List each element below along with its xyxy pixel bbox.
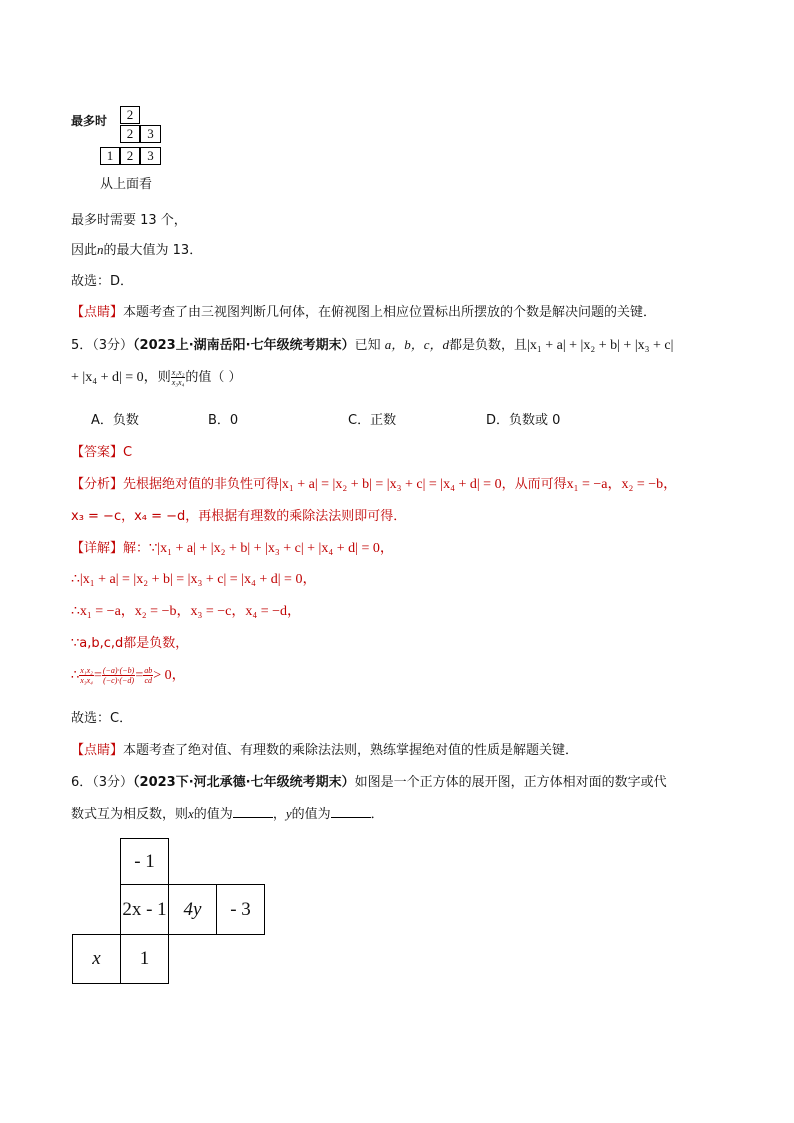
top-view-label: 最多时 — [71, 114, 108, 128]
q5-choice: 故选：C． — [71, 711, 133, 726]
conclusion-line: 最多时需要 13 个， — [71, 213, 187, 228]
choice-line: 故选：D． — [71, 274, 134, 289]
q5-detail-fraction: ∴ $\frac{\text{x₁x₂}}{\text{x₃x₄}}$ = $\frac{(-a)\cdot(-b)}{(-c)\cdot(-d)}$ = $\frac{ab}{cd}$ > 0， — [71, 666, 186, 685]
net-face-top: - 1 — [120, 838, 169, 885]
q5-analysis: 【分析】先根据绝对值的非负性可得|x₁ + a| = |x₂ + b| = |x₃ + c| = |x₄ + d| = 0，从而可得x₁ = −a，x₂ = −b， — [71, 477, 678, 492]
q5-option-a: A．负数 — [91, 413, 139, 428]
q5-stem-cont: + |x₄ + d| = 0，则 $\frac{\text{x₁x₂}}{\text{x₃x₄}}$ 的值（ ） — [71, 368, 242, 387]
top-view-caption: 从上面看 — [100, 177, 153, 192]
q5-option-d: D．负数或 0 — [486, 413, 561, 428]
q5-stem: 5．（3分）（2023上·湖南岳阳·七年级统考期末）已知 a，b，c，d都是负数，且|x₁ + a| + |x₂ + b| + |x₃ + c| — [71, 337, 674, 353]
q5-remark: 【点睛】本题考查了绝对值、有理数的乘除法法则，熟练掌握绝对值的性质是解题关键． — [71, 743, 579, 758]
q6-stem-cont: 数式互为相反数，则x的值为 ，y的值为 ． — [71, 806, 384, 822]
net-face-bot2: 1 — [120, 934, 169, 984]
remark-line: 【点睛】本题考查了由三视图判断几何体，在俯视图上相应位置标出所摆放的个数是解决问题的关键． — [71, 305, 657, 320]
q5-option-b: B．0 — [208, 413, 239, 428]
remark-tag: 【点睛】 — [71, 305, 124, 320]
q5-option-c: C．正数 — [348, 413, 397, 428]
q5-analysis-cont: x₃ = −c，x₄ = −d，再根据有理数的乘除法法则即可得． — [71, 509, 407, 524]
remark-tag: 【点睛】 — [71, 743, 124, 758]
net-face-bot1: x — [72, 934, 121, 984]
top-view-cell: 2 — [120, 125, 140, 143]
q5-detail-step: ∴x₁ = −a，x₂ = −b，x₃ = −c，x₄ = −d， — [71, 604, 302, 619]
q6-stem: 6．（3分）（2023下·河北承德·七年级统考期末）如图是一个正方体的展开图，正方体相对面的数字或代 — [71, 775, 667, 790]
q5-detail-step: ∵a,b,c,d都是负数， — [71, 636, 189, 651]
top-view-cell: 2 — [120, 106, 140, 124]
max-value-line: 因此n的最大值为 13． — [71, 242, 203, 258]
top-view-cell: 3 — [140, 125, 161, 143]
q5-detail: 【详解】解：∵|x₁ + a| + |x₂ + b| + |x₃ + c| + |x₄ + d| = 0， — [71, 541, 394, 556]
answer-blank-y[interactable] — [331, 805, 371, 818]
net-face-mid1: 2x - 1 — [120, 884, 169, 935]
top-view-cell: 1 — [100, 147, 120, 165]
net-face-mid2: 4y — [168, 884, 217, 935]
net-face-mid3: - 3 — [216, 884, 265, 935]
top-view-cell: 2 — [120, 147, 140, 165]
answer-blank-x[interactable] — [233, 805, 273, 818]
top-view-cell: 3 — [140, 147, 161, 165]
q5-detail-step: ∴|x₁ + a| = |x₂ + b| = |x₃ + c| = |x₄ + d| = 0， — [71, 572, 317, 587]
q5-answer: 【答案】C — [71, 445, 133, 460]
